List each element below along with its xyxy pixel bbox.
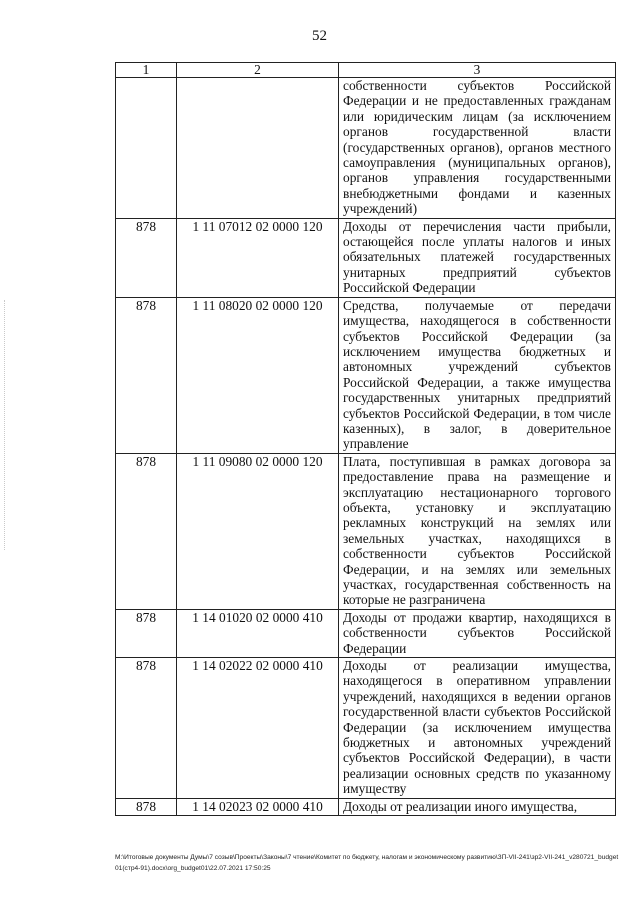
page-number: 52 — [312, 28, 327, 44]
admin-code-cell: 878 — [116, 658, 177, 799]
budget-code-cell: 1 14 02023 02 0000 410 — [177, 798, 339, 815]
revenue-description-cell: Доходы от продажи квартир, находящихся в собственности субъектов Российской Федерации — [339, 609, 616, 657]
budget-code-cell: 1 11 07012 02 0000 120 — [177, 218, 339, 297]
column-header: 3 — [339, 63, 616, 78]
table-row — [116, 218, 616, 297]
budget-code-cell: 1 11 08020 02 0000 120 — [177, 297, 339, 453]
revenue-description-cell: Доходы от реализации имущества, находящегося в оперативном управлении учреждений, находящихся в ведении органов государственной власти субъектов Российской Федерации (за исключением имущества бюджетных и автономных учреждений субъектов Российской Федерации), в части реализации основных средств по указанному имуществу — [339, 658, 616, 799]
admin-code-cell: 878 — [116, 453, 177, 609]
revenue-description-cell: Плата, поступившая в рамках договора за предоставление права на размещение и эксплуатацию нестационарного торгового объекта, установку и эксплуатацию рекламных конструкций на землях или земельных участках, находящихся в собственности субъектов Российской Федерации, и на землях или земельных участках, государственная собственность на которые не разграничена — [339, 453, 616, 609]
table-row — [116, 658, 616, 799]
table-row — [116, 609, 616, 657]
column-header: 1 — [116, 63, 177, 78]
admin-code-cell — [116, 78, 177, 219]
revenue-codes-table — [115, 62, 616, 816]
document-file-path-footer: М:\Итоговые документы Думы\7 созыв\Проекты\Законы\7 чтение\Комитет по бюджету, налогам и экономическому развитию\ЗП-VII-241\зр2-VII-241_v280721_budget01(стр4-91).docx\org_budget01\22.07.2021 17:50:25 — [115, 854, 619, 872]
table-header-row — [116, 63, 616, 78]
admin-code-cell: 878 — [116, 798, 177, 815]
table-row — [116, 798, 616, 815]
column-header: 2 — [177, 63, 339, 78]
table-row — [116, 297, 616, 453]
admin-code-cell: 878 — [116, 609, 177, 657]
revenue-description-cell: Доходы от перечисления части прибыли, остающейся после уплаты налогов и иных обязательных платежей государственных унитарных предприятий субъектов Российской Федерации — [339, 218, 616, 297]
admin-code-cell: 878 — [116, 297, 177, 453]
budget-code-cell: 1 11 09080 02 0000 120 — [177, 453, 339, 609]
revenue-description-cell: собственности субъектов Российской Федерации и не предоставленных гражданам или юридическим лицам (за исключением органов государственной власти (государственных органов), органов местного самоуправления (муниципальных органов), органов управления государственными внебюджетными фондами и казенных учреждений) — [339, 78, 616, 219]
budget-code-cell: 1 14 02022 02 0000 410 — [177, 658, 339, 799]
scan-edge-marks — [4, 300, 6, 550]
revenue-description-cell: Средства, получаемые от передачи имущества, находящегося в собственности субъектов Российской Федерации (за исключением имущества бюджетных и автономных учреждений субъектов Российской Федерации, а также имущества государственных унитарных предприятий субъектов Российской Федерации, в том числе казенных), в залог, в доверительное управление — [339, 297, 616, 453]
table-row — [116, 78, 616, 219]
budget-code-cell: 1 14 01020 02 0000 410 — [177, 609, 339, 657]
revenue-description-cell: Доходы от реализации иного имущества, — [339, 798, 616, 815]
budget-code-cell — [177, 78, 339, 219]
table-row — [116, 453, 616, 609]
admin-code-cell: 878 — [116, 218, 177, 297]
